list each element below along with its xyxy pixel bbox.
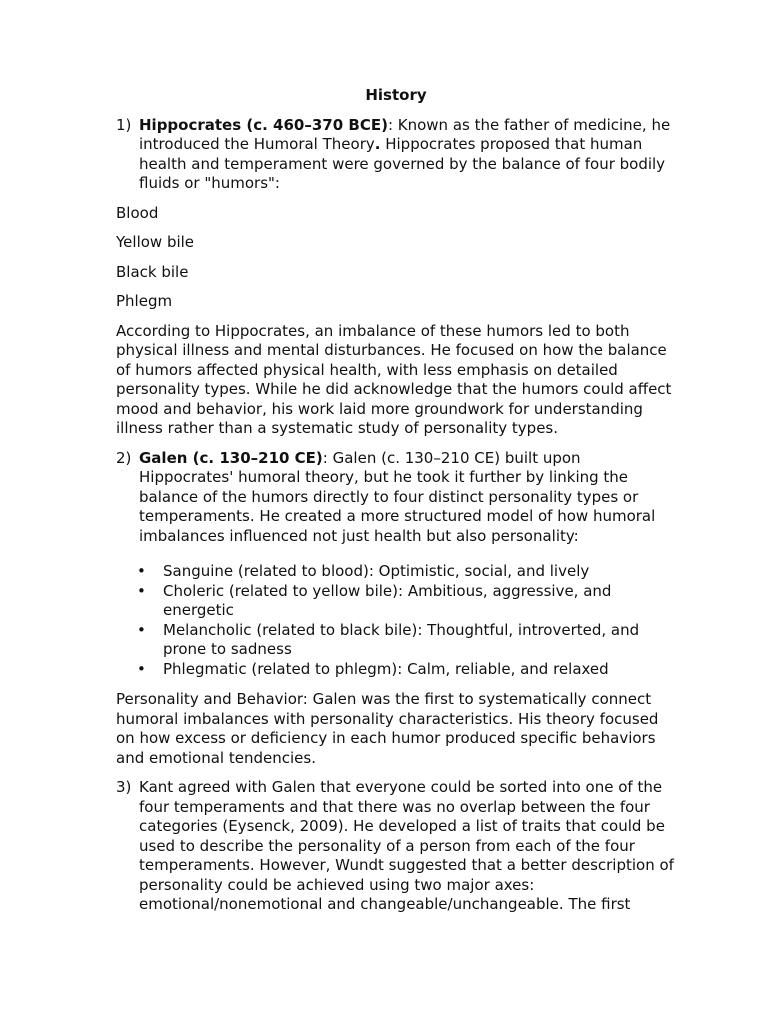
- bullet-text: Melancholic (related to black bile): Thoughtful, introverted, and prone to sadness: [163, 620, 640, 658]
- humor-blood: Blood: [116, 203, 159, 222]
- item-heading: Hippocrates (c. 460–370 BCE): [139, 115, 388, 134]
- list-item: [116, 621, 676, 660]
- paragraph-hippocrates: According to Hippocrates, an imbalance of these humors led to both physical illness and mental disturbances. He focused on how the balance of humors affected physical health, with less emphasis on detailed personality types. While he did acknowledge that the humors could affect mood and behavior, his work laid more groundwork for understanding illness rather than a systematic study of personality types.: [116, 321, 672, 437]
- bullet-text: Sanguine (related to blood): Optimistic, social, and lively: [163, 562, 590, 580]
- list-item: [116, 660, 676, 680]
- paragraph-galen: Personality and Behavior: Galen was the first to systematically connect humoral imbalances with personality characteristics. His theory focused on how excess or deficiency in each humor produced specific behaviors and emotional tendencies.: [116, 690, 659, 767]
- item-period: .: [374, 135, 381, 153]
- list-item-hippocrates: [116, 116, 676, 194]
- document-title: History: [365, 86, 427, 104]
- humor-yellow-bile: Yellow bile: [116, 233, 195, 251]
- item-body-a: : Known as the father of medicine, he introduced the Humoral Theory: [139, 115, 671, 153]
- list-item-kant: [116, 778, 676, 915]
- item-text: Kant agreed with Galen that everyone could be sorted into one of the four temperaments and that there was no overlap between the four categories (Eysenck, 2009). He developed a list of traits that could be used to describe the personality of a person from each of the four temperaments. However, Wundt suggested that a better description of personality could be achieved using two major axes: emotional/nonemotional and changeable/unchangeable. The first: [139, 778, 674, 913]
- item-text: [139, 116, 676, 194]
- document-page: [116, 86, 676, 915]
- list-item-galen: [116, 449, 676, 547]
- bullet-icon: •: [137, 581, 146, 600]
- item-body-b: Hippocrates proposed that human health and temperament were governed by the balance of four bodily fluids or "humors":: [139, 135, 666, 192]
- temperament-list: [116, 562, 676, 679]
- bullet-text: Phlegmatic (related to phlegm): Calm, reliable, and relaxed: [163, 659, 609, 678]
- item-number: 3): [116, 778, 132, 796]
- bullet-icon: •: [137, 620, 146, 639]
- item-text: [139, 449, 676, 547]
- item-number: 1): [116, 115, 132, 134]
- bullet-icon: •: [137, 562, 146, 580]
- item-body: : Galen (c. 130–210 CE) built upon Hippocrates' humoral theory, but he took it further by linking the balance of the humors directly to four distinct personality types or temperaments. He created a more structured model of how humoral imbalances influenced not just health but also personality:: [139, 448, 656, 545]
- bullet-text: Choleric (related to yellow bile): Ambitious, aggressive, and energetic: [163, 581, 612, 619]
- humor-black-bile: Black bile: [116, 262, 189, 281]
- list-item: [116, 562, 676, 582]
- humor-phlegm: Phlegm: [116, 292, 173, 310]
- list-item: [116, 582, 676, 621]
- item-number: 2): [116, 448, 132, 467]
- bullet-icon: •: [137, 659, 146, 678]
- item-heading: Galen (c. 130–210 CE): [139, 448, 323, 467]
